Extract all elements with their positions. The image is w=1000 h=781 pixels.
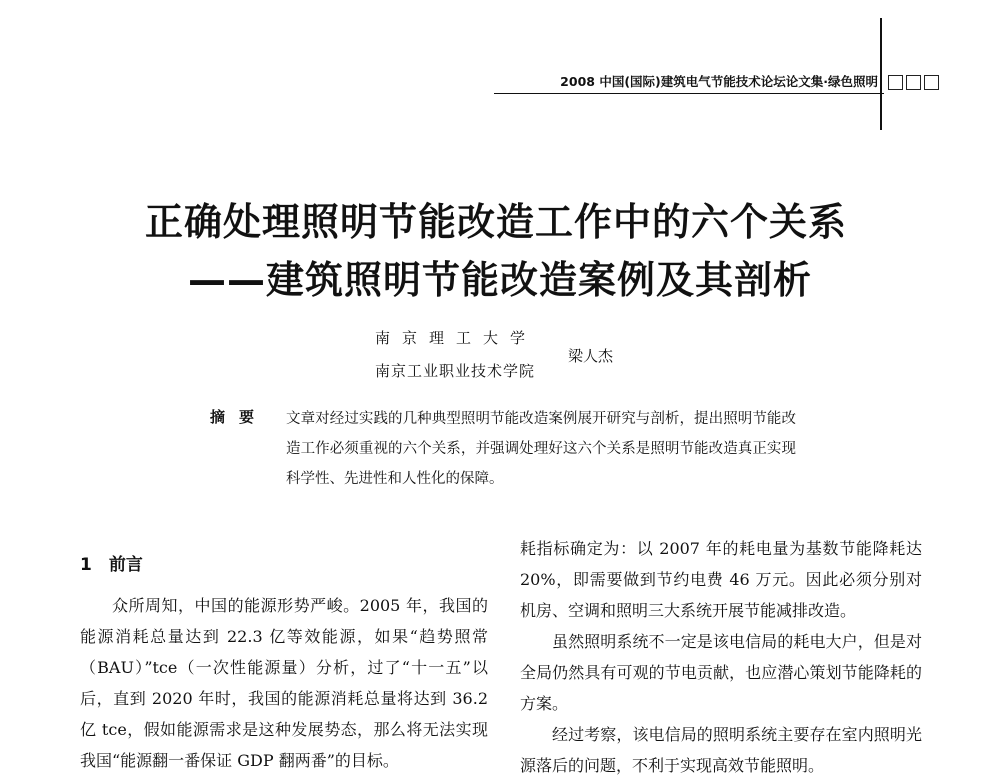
abstract-text: 文章对经过实践的几种典型照明节能改造案例展开研究与剖析，提出照明节能改造工作必须重视的六个关系，并强调处理好这六个关系是照明节能改造真正实现科学性、先进性和人性化的保障。 <box>286 411 796 487</box>
paper-title: 正确处理照明节能改造工作中的六个关系 <box>144 200 847 244</box>
paper-subtitle: ——建筑照明节能改造案例及其剖析 <box>187 258 812 302</box>
abstract-label: 摘要 <box>210 408 269 426</box>
section-heading: 1 前言 <box>80 555 143 575</box>
left-column <box>80 590 488 776</box>
paragraph: 众所周知，中国的能源形势严峻。2005 年，我国的能源消耗总量达到 22.3 亿等效能源，如果“趋势照常（BAU）”tce（一次性能源量）分析，过了“十一五”以后，直到 2020 年时，我国的能源消耗总量将达到 36.2 亿 tce，假如能源需求是这种发展势态，那么将无法实现我国“能源翻一番保证 GDP 翻两番”的目标。 <box>80 596 488 770</box>
paragraph: 经过考察，该电信局的照明系统主要存在室内照明光源落后的问题，不利于实现高效节能照明。 <box>520 725 922 775</box>
header-box <box>924 75 939 90</box>
author-name: 梁人杰 <box>568 347 614 365</box>
paragraph: 耗指标确定为：以 2007 年的耗电量为基数节能降耗达 20%，即需要做到节约电费 46 万元。因此必须分别对机房、空调和照明三大系统开展节能减排改造。 <box>520 539 922 620</box>
header-boxes <box>888 75 939 90</box>
affiliation-2: 南京工业职业技术学院 <box>375 362 536 380</box>
running-header: 2008 中国(国际)建筑电气节能技术论坛论文集·绿色照明 <box>494 72 884 94</box>
right-column <box>520 533 922 781</box>
header-box <box>906 75 921 90</box>
header-box <box>888 75 903 90</box>
affiliation-1: 南京理工大学 <box>375 329 538 347</box>
paragraph: 虽然照明系统不一定是该电信局的耗电大户，但是对全局仍然具有可观的节电贡献，也应潜心策划节能降耗的方案。 <box>520 632 922 713</box>
header-vertical-rule <box>880 18 882 130</box>
